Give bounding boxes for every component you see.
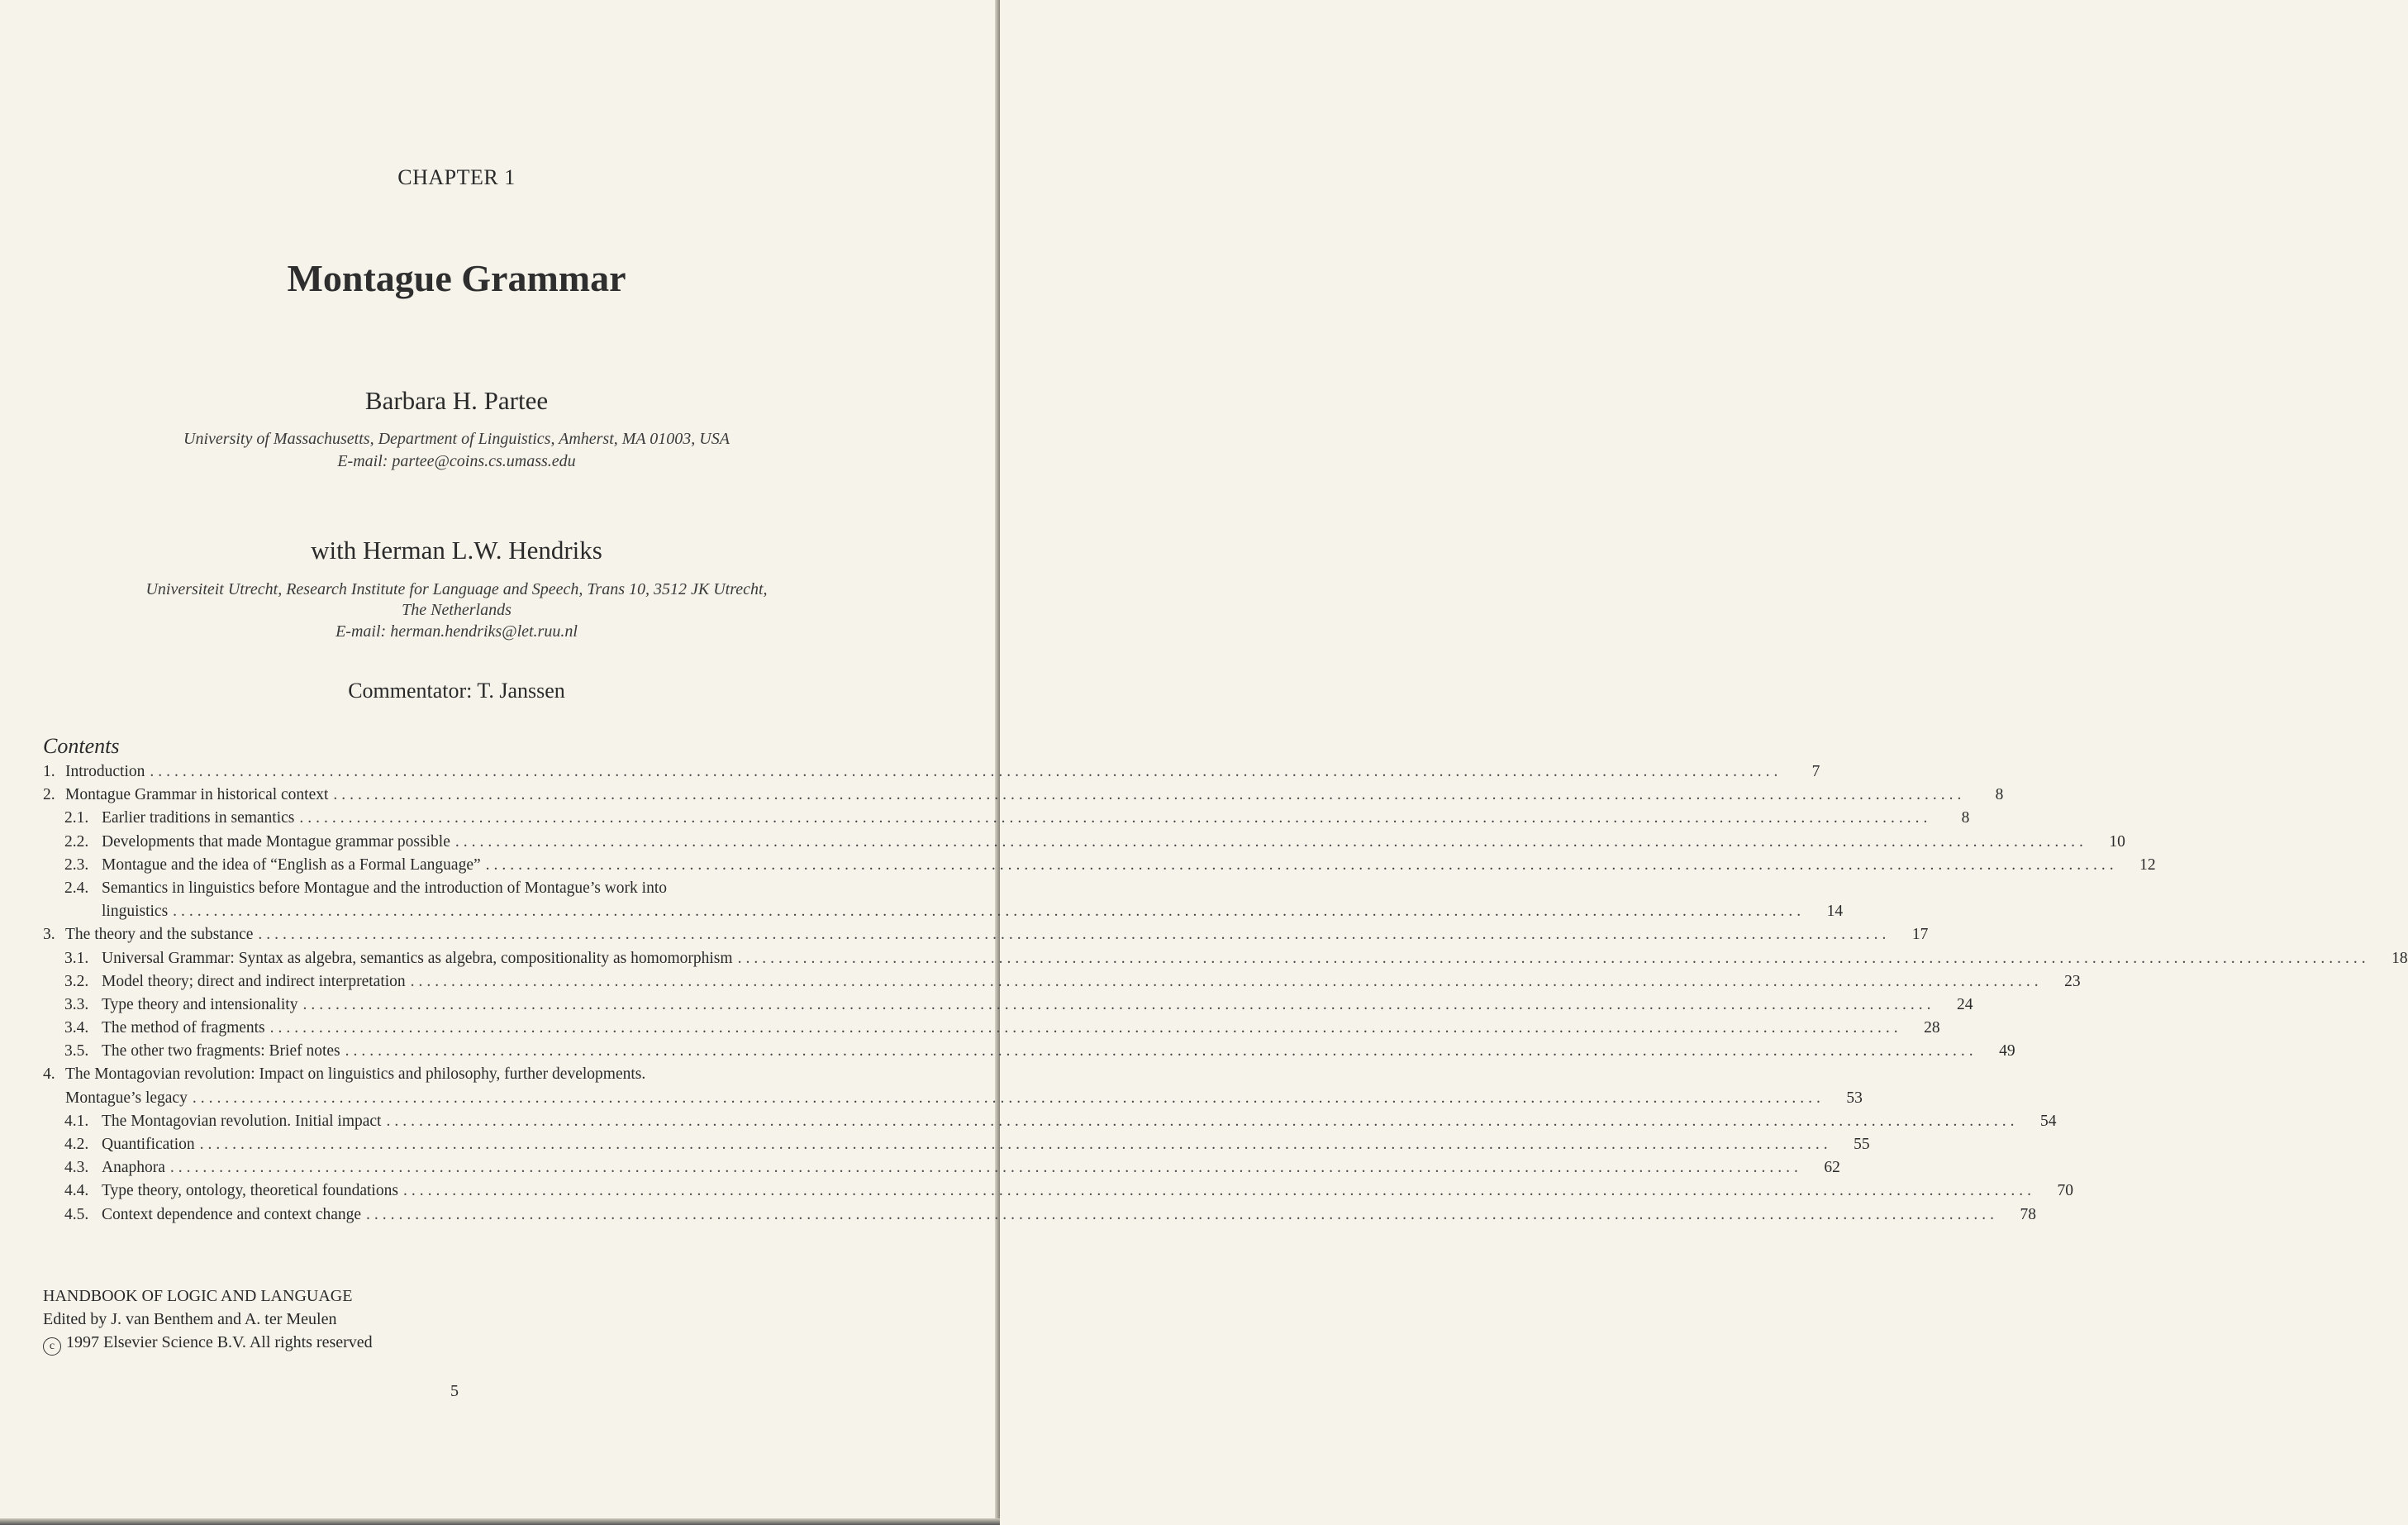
toc-entry	[43, 1040, 2015, 1063]
toc-entry	[43, 1133, 1870, 1156]
toc-page-number: 8	[1995, 786, 2004, 804]
toc-page-number: 23	[2064, 972, 2081, 990]
toc-entry-number: 3.4.	[64, 1019, 89, 1037]
toc-entry-number: 4.5.	[64, 1205, 89, 1223]
toc-entry-number: 3.1.	[64, 949, 89, 967]
toc-leader-dots: ........................................................................................................................................................................................................	[366, 1205, 1999, 1223]
toc-entry-number: 2.3.	[64, 855, 89, 874]
toc-entry-label: Context dependence and context change	[102, 1205, 362, 1223]
toc-page-number: 28	[1924, 1019, 1940, 1037]
toc-entry	[43, 1063, 868, 1086]
toc-entry-label: Quantification	[102, 1136, 195, 1153]
handbook-title: HANDBOOK OF LOGIC AND LANGUAGE	[43, 1287, 353, 1305]
toc-entry-number: 2.	[43, 786, 55, 804]
toc-entry	[43, 1203, 2037, 1227]
toc-entry-label: Semantics in linguistics before Montague and the introduction of Montague’s work into	[102, 879, 668, 897]
toc-list	[43, 760, 2408, 1227]
toc-entry-number: 3.3.	[64, 995, 89, 1013]
toc-page-number: 14	[1826, 903, 1844, 921]
toc-page-number: 49	[1999, 1042, 2015, 1060]
toc-entry	[43, 1179, 2073, 1203]
toc-entry	[43, 994, 1973, 1017]
toc-leader-dots: ........................................................................................................................................................................................................	[192, 1089, 1825, 1107]
toc-entry-label: The method of fragments	[102, 1019, 265, 1037]
editors-line: Edited by J. van Benthem and A. ter Meulen	[43, 1310, 337, 1328]
toc-leader-dots: ........................................................................................................................................................................................................	[173, 903, 1806, 921]
toc-entry-label-continuation: Montague’s legacy	[65, 1089, 188, 1107]
toc-entry-label: The theory and the substance	[65, 926, 254, 944]
toc-page-number: 54	[2039, 1112, 2057, 1130]
copyright-text: 1997 Elsevier Science B.V. All rights reserved	[66, 1333, 373, 1351]
toc-entry-label-continuation: linguistics	[102, 903, 169, 921]
toc-entry-label: Montague Grammar in historical context	[65, 786, 329, 804]
toc-page-number: 12	[2139, 855, 2156, 874]
toc-entry	[43, 831, 2125, 854]
toc-entry	[43, 1110, 2057, 1133]
toc-entry-number: 4.1.	[64, 1112, 89, 1130]
toc-leader-dots: ........................................................................................................................................................................................................	[199, 1136, 1832, 1153]
toc-entry-label: Developments that made Montague grammar possible	[102, 832, 450, 851]
toc-entry-label: Model theory; direct and indirect interpretation	[102, 972, 406, 990]
chapter-label: CHAPTER 1	[397, 165, 516, 189]
toc-leader-dots: ........................................................................................................................................................................................................	[737, 949, 2370, 967]
author-affiliation: University of Massachusetts, Department of Linguistics, Amherst, MA 01003, USA	[183, 430, 730, 448]
contents-heading: Contents	[43, 734, 120, 758]
toc-entry	[43, 784, 2004, 807]
toc-leader-dots: ........................................................................................................................................................................................................	[169, 1159, 1802, 1177]
toc-page-number: 70	[2057, 1182, 2073, 1200]
commentator: Commentator: T. Janssen	[348, 679, 565, 703]
toc-page-number: 7	[1811, 763, 1820, 780]
toc-entry-continuation	[43, 900, 1844, 923]
toc-leader-dots: ........................................................................................................................................................................................................	[258, 926, 1891, 944]
toc-entry-number: 2.4.	[64, 879, 89, 897]
coauthor-email: E-mail: herman.hendriks@let.ruu.nl	[336, 622, 578, 641]
toc-entry	[43, 760, 1820, 784]
toc-page-number: 18	[2391, 949, 2408, 967]
toc-entry-number: 4.	[43, 1065, 55, 1084]
toc-entry-label: Anaphora	[102, 1159, 165, 1177]
toc-leader-dots: ........................................................................................................................................................................................................	[485, 855, 2118, 874]
chapter-title: Montague Grammar	[287, 257, 626, 299]
toc-entry-number: 3.2.	[64, 972, 89, 990]
toc-page-number: 78	[2020, 1205, 2037, 1223]
page-bottom-edge	[0, 1518, 1000, 1525]
toc-leader-dots: ........................................................................................................................................................................................................	[333, 786, 1966, 804]
toc-entry-label: Montague and the idea of “English as a Formal Language”	[102, 855, 481, 874]
toc-page-number: 53	[1846, 1089, 1863, 1107]
toc-entry-number: 4.2.	[64, 1136, 89, 1153]
toc-entry-label: Universal Grammar: Syntax as algebra, semantics as algebra, compositionality as homomorphism	[102, 949, 733, 967]
toc-entry-number: 2.1.	[64, 809, 89, 827]
toc-leader-dots: ........................................................................................................................................................................................................	[402, 1182, 2035, 1200]
toc-entry-label: The other two fragments: Brief notes	[102, 1042, 340, 1060]
coauthor-name: with Herman L.W. Hendriks	[311, 536, 602, 565]
toc-leader-dots: ........................................................................................................................................................................................................	[386, 1112, 2019, 1130]
toc-entry	[43, 807, 1970, 830]
toc-leader-dots: ........................................................................................................................................................................................................	[299, 809, 1932, 827]
toc-leader-dots: ........................................................................................................................................................................................................	[454, 832, 2087, 851]
toc-entry-label: Type theory and intensionality	[102, 995, 298, 1013]
toc-entry-number: 4.3.	[64, 1159, 89, 1177]
toc-entry	[43, 1156, 1840, 1179]
toc-page-number: 62	[1824, 1159, 1840, 1177]
toc-entry-label: The Montagovian revolution. Initial impact	[102, 1112, 382, 1130]
toc-page-number: 55	[1854, 1136, 1870, 1153]
toc-page-number: 17	[1911, 926, 1929, 944]
toc-entry-label: Earlier traditions in semantics	[102, 809, 295, 827]
toc-page-number: 10	[2109, 832, 2125, 851]
toc-entry-number: 2.2.	[64, 832, 89, 851]
toc-entry-number: 4.4.	[64, 1182, 89, 1200]
toc-entry-label: The Montagovian revolution: Impact on linguistics and philosophy, further developments.	[65, 1065, 646, 1084]
toc-leader-dots: ........................................................................................................................................................................................................	[410, 972, 2043, 990]
toc-leader-dots: ........................................................................................................................................................................................................	[345, 1042, 1977, 1060]
author-email: E-mail: partee@coins.cs.umass.edu	[337, 452, 576, 470]
toc-entry	[43, 970, 2081, 994]
toc-entry	[43, 854, 2156, 877]
page-number: 5	[450, 1382, 459, 1400]
table-of-contents	[43, 734, 2408, 1227]
toc-leader-dots: ........................................................................................................................................................................................................	[150, 763, 1782, 780]
toc-entry-number: 3.	[43, 926, 55, 944]
publication-footer	[43, 1284, 373, 1356]
toc-entry-continuation	[43, 1087, 1863, 1110]
toc-entry-number: 3.5.	[64, 1042, 89, 1060]
copyright-line	[43, 1331, 373, 1356]
toc-entry-label: Introduction	[65, 763, 145, 780]
toc-entry-number: 1.	[43, 763, 55, 780]
toc-leader-dots: ........................................................................................................................................................................................................	[269, 1019, 1902, 1037]
toc-entry	[43, 1017, 1940, 1040]
toc-leader-dots: ........................................................................................................................................................................................................	[302, 995, 1935, 1013]
toc-page-number: 8	[1961, 809, 1970, 827]
toc-entry	[43, 947, 2408, 970]
coauthor-affiliation-line2: The Netherlands	[402, 601, 512, 619]
toc-entry	[43, 923, 1929, 946]
toc-page-number: 24	[1956, 995, 1973, 1013]
copyright-icon: c	[43, 1337, 61, 1356]
author-name: Barbara H. Partee	[364, 386, 549, 415]
toc-entry	[43, 877, 868, 900]
coauthor-affiliation-line1: Universiteit Utrecht, Research Institute for Language and Speech, Trans 10, 3512 JK Utrecht,	[145, 580, 768, 598]
toc-entry-label: Type theory, ontology, theoretical foundations	[102, 1182, 398, 1200]
